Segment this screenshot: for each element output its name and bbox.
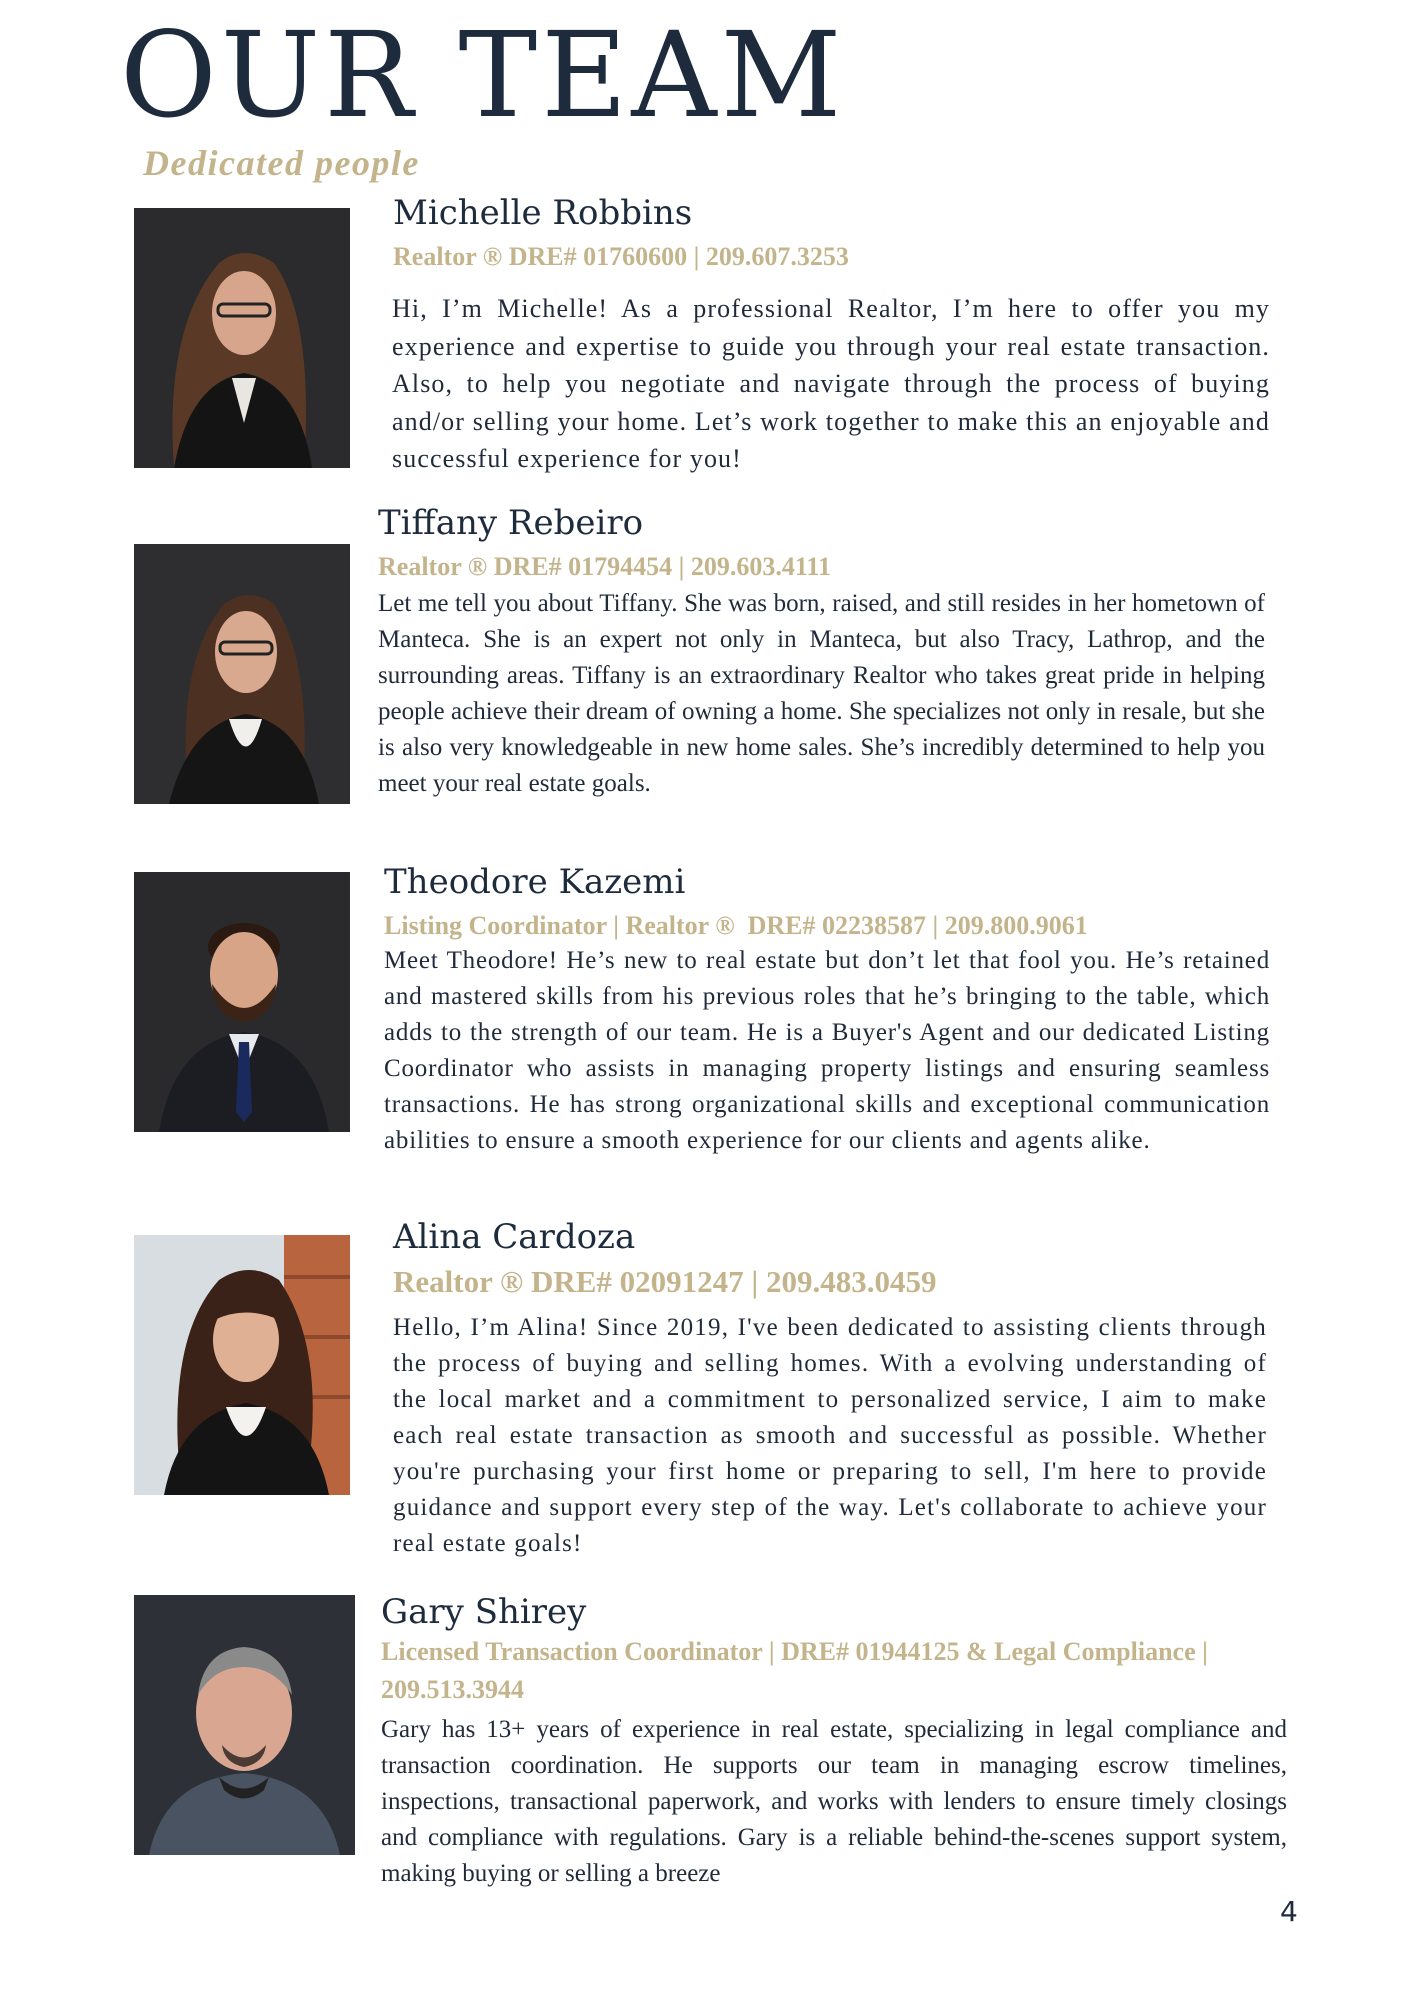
member-role: Realtor ® DRE# 02091247 | 209.483.0459	[393, 1264, 937, 1299]
headshot-photo	[134, 1595, 355, 1855]
member-role: Realtor ® DRE# 01760600 | 209.607.3253	[393, 242, 849, 271]
member-name: Gary Shirey	[381, 1592, 587, 1632]
headshot-photo	[134, 1235, 350, 1495]
member-bio: Meet Theodore! He’s new to real estate but don’t let that fool you. He’s retained and mastered skills from his previous roles that he’s bringing to the table, which adds to the strength of our team. He is a Buyer's Agent and our dedicated Listing Coordinator who assists in managing property listings and ensuring seamless transactions. He has strong organizational skills and exceptional communication abilities to ensure a smooth experience for our clients and agents alike.	[384, 947, 1270, 1154]
member-name: Michelle Robbins	[393, 193, 693, 233]
member-bio: Hello, I’m Alina! Since 2019, I've been dedicated to assisting clients through the process of buying and selling homes. With a evolving understanding of the local market and a commitment to personalized service, I aim to make each real estate transaction as smooth and successful as possible. Whether you're purchasing your first home or preparing to sell, I'm here to provide guidance and support every step of the way. Let's collaborate to achieve your real estate goals!	[393, 1314, 1267, 1557]
member-bio: Gary has 13+ years of experience in real estate, specializing in legal compliance and transaction coordination. He supports our team in managing escrow timelines, inspections, transactional paperwork, and works with lenders to ensure timely closings and compliance with regulations. Gary is a reliable behind-the-scenes support system, making buying or selling a breeze	[381, 1716, 1287, 1887]
member-bio: Hi, I’m Michelle! As a professional Realtor, I’m here to offer you my experience and expertise to guide you through your real estate transaction. Also, to help you negotiate and navigate through the process of buying and/or selling your home. Let’s work together to make this an enjoyable and successful experience for you!	[392, 294, 1270, 473]
headshot-photo	[134, 872, 350, 1132]
member-role: Licensed Transaction Coordinator | DRE# 01944125 & Legal Compliance | 209.513.3944	[381, 1637, 1208, 1704]
member-name: Theodore Kazemi	[384, 862, 686, 902]
headshot-photo	[134, 544, 350, 804]
page-number: 4	[1280, 1895, 1298, 1928]
headshot-photo	[134, 208, 350, 468]
member-role: Realtor ® DRE# 01794454 | 209.603.4111	[378, 552, 831, 581]
page-subtitle: Dedicated people	[143, 143, 420, 183]
member-name: Alina Cardoza	[393, 1217, 636, 1257]
member-name: Tiffany Rebeiro	[378, 503, 644, 543]
page-title: OUR TEAM	[120, 6, 846, 144]
member-bio: Let me tell you about Tiffany. She was born, raised, and still resides in her hometown of Manteca. She is an expert not only in Manteca, but also Tracy, Lathrop, and the surrounding areas. Tiffany is an extraordinary Realtor who takes great pride in helping people achieve their dream of owning a home. She specializes not only in resale, but she is also very knowledgeable in new home sales. She’s incredibly determined to help you meet your real estate goals.	[378, 590, 1265, 797]
member-role: Listing Coordinator | Realtor ® DRE# 02238587 | 209.800.9061	[384, 911, 1088, 940]
